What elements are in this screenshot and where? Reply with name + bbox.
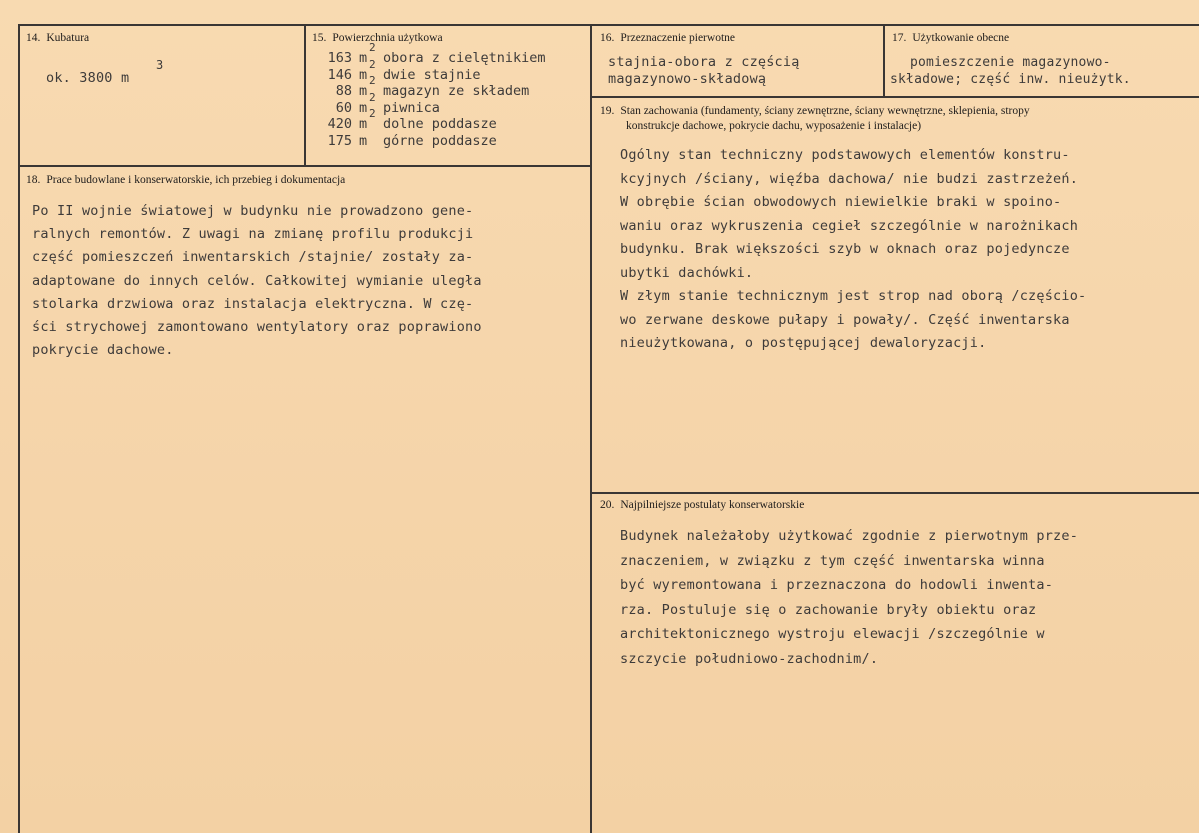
text-line: ralnych remontów. Z uwagi na zmianę profilu produkcji (32, 226, 474, 243)
top-border (18, 24, 1199, 26)
area-unit-superscript: 2 (369, 74, 376, 87)
field-20-text (620, 524, 1078, 671)
text-line: nieużytkowana, o postępującej dewaloryzacji. (620, 335, 987, 351)
area-value: 60 (335, 99, 352, 116)
field-20-label: 20. Najpilniejsze postulaty konserwatorskie (600, 499, 805, 511)
text-line: znaczeniem, w związku z tym część inwentarska winna (620, 552, 1045, 569)
text-line: ści strychowej zamontowano wentylatory oraz poprawiono (32, 319, 482, 336)
area-description: obora z cielętnikiem (383, 50, 546, 66)
text-line: budynku. Brak większości szyb w oknach oraz pojedyncze (620, 241, 1070, 257)
field-18-text (32, 200, 482, 362)
area-value: 88 (335, 83, 352, 99)
text-line: kcyjnych /ściany, więźba dachowa/ nie budzi zastrzeżeń. (620, 170, 1079, 187)
area-unit: m (359, 99, 368, 116)
area-description: dwie stajnie (383, 66, 481, 83)
divider-14-15 (304, 24, 306, 165)
field-17-label: 17. Użytkowanie obecne (892, 32, 1010, 44)
field-19-label: 19. Stan zachowania (fundamenty, ściany zewnętrzne, ściany wewnętrzne, sklepienia, stropy konstrukcje dachowe, pokrycie dachu, wyposażenie i instalacje) (600, 105, 1030, 132)
text-line: szczycie południowo-zachodnim/. (620, 650, 879, 667)
area-unit: m (359, 50, 368, 66)
divider-16-17 (883, 24, 885, 96)
area-unit-superscript: 2 (369, 57, 376, 71)
text-line: adaptowane do innych celów. Całkowitej wymianie uległa (32, 272, 482, 289)
field-14-superscript: 3 (156, 58, 164, 72)
area-value: 146 (327, 66, 352, 83)
text-line: Ogólny stan techniczny podstawowych elementów konstru- (620, 147, 1070, 163)
field-14-value: ok. 3800 m (46, 70, 130, 86)
area-unit: m (359, 116, 368, 132)
field-14-label: 14. Kubatura (26, 32, 90, 44)
field-18-label: 18. Prace budowlane i konserwatorskie, ich przebieg i dokumentacja (26, 174, 346, 186)
field-17-text (890, 54, 1131, 88)
text-line: stajnia-obora z częścią (608, 54, 800, 70)
field-16-text (608, 54, 800, 88)
row-divider-14-18 (18, 165, 590, 167)
area-unit: m (359, 83, 368, 99)
text-line: waniu oraz wykruszenia cegieł szczególnie w narożnikach (620, 217, 1079, 234)
area-unit-superscript: 2 (369, 41, 376, 54)
text-line: wo zerwane deskowe pułapy i powały/. Część inwentarska (620, 311, 1070, 328)
text-line: stolarka drzwiowa oraz instalacja elektryczna. W czę- (32, 295, 474, 312)
left-border (18, 24, 20, 833)
divider-center (590, 24, 592, 833)
text-line: magazynowo-składową (608, 71, 767, 87)
area-value: 175 (327, 132, 352, 149)
area-unit: m (359, 66, 368, 83)
text-line: być wyremontowana i przeznaczona do hodowli inwenta- (620, 577, 1054, 593)
area-unit: m (359, 132, 368, 149)
field-15-label: 15. Powierzchnia użytkowa (312, 32, 443, 44)
row-divider-16-19 (590, 96, 1199, 98)
area-value: 163 (327, 50, 352, 66)
text-line: część pomieszczeń inwentarskich /stajnie/ zostały za- (32, 249, 474, 266)
area-description: magazyn ze składem (383, 83, 530, 99)
text-line: W złym stanie technicznym jest strop nad oborą /częścio- (620, 288, 1087, 304)
text-line: składowe; część inw. nieużytk. (890, 72, 1131, 87)
area-value: 420 (327, 116, 352, 132)
area-unit-superscript: 2 (369, 107, 376, 120)
area-description: górne poddasze (383, 132, 497, 149)
field-16-label: 16. Przeznaczenie pierwotne (600, 32, 735, 44)
row-divider-19-20 (590, 492, 1199, 494)
area-description: piwnica (383, 99, 440, 116)
text-line: Po II wojnie światowej w budynku nie prowadzono gene- (32, 203, 474, 219)
text-line: pomieszczenie magazynowo- (910, 55, 1111, 70)
text-line: architektonicznego wystroju elewacji /szczególnie w (620, 626, 1045, 642)
text-line: Budynek należałoby użytkować zgodnie z pierwotnym prze- (620, 528, 1079, 544)
text-line: ubytki dachówki. (620, 264, 754, 281)
area-description: dolne poddasze (383, 116, 497, 132)
field-19-text (620, 144, 1086, 356)
text-line: W obrębie ścian obwodowych niewielkie braki w spoino- (620, 194, 1062, 210)
text-line: pokrycie dachowe. (32, 342, 174, 359)
text-line: rza. Postuluje się o zachowanie bryły obiektu oraz (620, 601, 1037, 618)
area-unit-superscript: 2 (369, 90, 376, 104)
